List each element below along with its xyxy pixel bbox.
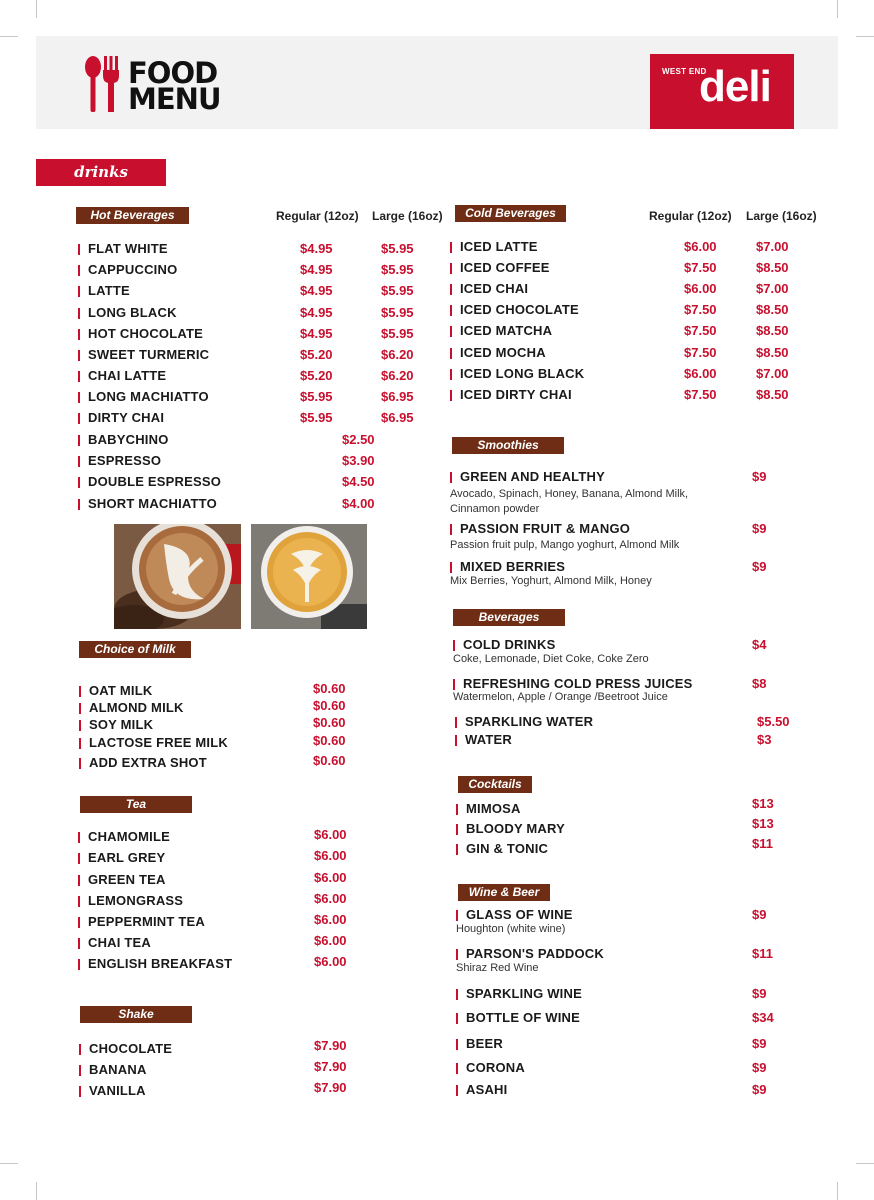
item-price: $9	[752, 1082, 767, 1097]
item-marker	[450, 326, 452, 337]
item-marker	[79, 758, 81, 769]
item-name: ICED DIRTY CHAI	[460, 387, 572, 402]
item-price: $5.50	[757, 714, 790, 729]
item-price: $7.50	[684, 260, 717, 275]
crop-mark	[36, 0, 37, 18]
item-marker	[456, 1039, 458, 1050]
item-marker	[450, 390, 452, 401]
item-marker	[78, 875, 80, 886]
item-price: $4	[752, 637, 767, 652]
item-price: $6.00	[314, 954, 347, 969]
item-name: EARL GREY	[88, 850, 166, 865]
item-price: $7.50	[684, 323, 717, 338]
item-marker	[78, 286, 80, 297]
logo-line-food: FOOD	[128, 56, 218, 90]
item-price: $6.00	[314, 891, 347, 906]
item-marker	[79, 686, 81, 697]
item-price: $4.95	[300, 262, 333, 277]
item-marker	[450, 305, 452, 316]
item-name: ADD EXTRA SHOT	[89, 755, 207, 770]
item-marker	[79, 720, 81, 731]
item-marker	[456, 949, 458, 960]
item-marker	[456, 824, 458, 835]
crop-mark	[856, 1163, 874, 1164]
item-price: $4.50	[342, 474, 375, 489]
item-price: $4.95	[300, 283, 333, 298]
brand-small-text: WEST END	[662, 67, 707, 76]
item-price: $6.00	[314, 912, 347, 927]
item-name: GREEN AND HEALTHY	[460, 469, 605, 484]
cocktails-label: Cocktails	[458, 776, 532, 793]
item-name: DIRTY CHAI	[88, 410, 165, 425]
crop-mark	[856, 36, 874, 37]
item-price: $3	[757, 732, 772, 747]
item-marker	[78, 477, 80, 488]
item-marker	[456, 1085, 458, 1096]
item-marker	[456, 989, 458, 1000]
item-name: REFRESHING COLD PRESS JUICES	[463, 676, 693, 691]
item-description: Shiraz Red Wine	[456, 962, 539, 974]
item-name: ICED LATTE	[460, 239, 538, 254]
item-name: CHAI TEA	[88, 935, 151, 950]
item-name: BLOODY MARY	[466, 821, 565, 836]
item-price: $7.00	[756, 281, 789, 296]
item-name: FLAT WHITE	[88, 241, 168, 256]
item-marker	[78, 244, 80, 255]
item-name: GIN & TONIC	[466, 841, 549, 856]
item-price: $4.95	[300, 241, 333, 256]
item-marker	[79, 1065, 81, 1076]
item-price: $6.00	[314, 848, 347, 863]
item-price: $5.95	[381, 305, 414, 320]
item-description: Avocado, Spinach, Honey, Banana, Almond Milk,	[450, 488, 689, 500]
item-marker	[78, 917, 80, 928]
hot-col-large: Large (16oz)	[372, 209, 443, 223]
item-marker	[450, 242, 452, 253]
item-price: $6.00	[684, 366, 717, 381]
item-marker	[456, 1063, 458, 1074]
item-price: $6.00	[684, 239, 717, 254]
item-name: LONG MACHIATTO	[88, 389, 209, 404]
crop-mark	[0, 36, 18, 37]
item-marker	[78, 371, 80, 382]
item-name: HOT CHOCOLATE	[88, 326, 204, 341]
wine-beer-label: Wine & Beer	[458, 884, 550, 901]
item-marker	[79, 703, 81, 714]
item-name: SWEET TURMERIC	[88, 347, 210, 362]
item-marker	[78, 329, 80, 340]
item-marker	[78, 265, 80, 276]
item-marker	[455, 717, 457, 728]
item-price: $5.95	[381, 262, 414, 277]
item-price: $5.95	[381, 283, 414, 298]
item-price: $9	[752, 1036, 767, 1051]
item-price: $9	[752, 469, 767, 484]
item-name: ICED CHAI	[460, 281, 529, 296]
crop-mark	[837, 1182, 838, 1200]
item-name: GLASS OF WINE	[466, 907, 573, 922]
item-price: $6.95	[381, 389, 414, 404]
item-price: $34	[752, 1010, 774, 1025]
item-marker	[78, 413, 80, 424]
item-price: $8	[752, 676, 767, 691]
crop-mark	[0, 1163, 18, 1164]
west-end-deli-logo	[650, 54, 794, 129]
item-price: $7.90	[314, 1080, 347, 1095]
item-name: MIXED BERRIES	[460, 559, 566, 574]
item-name: WATER	[465, 732, 512, 747]
tea-label: Tea	[80, 796, 192, 813]
item-name: ICED CHOCOLATE	[460, 302, 579, 317]
item-price: $0.60	[313, 753, 346, 768]
item-marker	[78, 308, 80, 319]
item-marker	[450, 348, 452, 359]
hot-col-regular: Regular (12oz)	[276, 209, 359, 223]
item-price: $7.00	[756, 239, 789, 254]
food-menu-logo	[128, 56, 221, 116]
item-name: PARSON'S PADDOCK	[466, 946, 604, 961]
item-marker	[450, 524, 452, 535]
item-marker	[456, 1013, 458, 1024]
item-marker	[78, 456, 80, 467]
item-marker	[450, 369, 452, 380]
item-price: $7.50	[684, 345, 717, 360]
item-marker	[78, 499, 80, 510]
item-name: CHAI LATTE	[88, 368, 167, 383]
item-marker	[450, 263, 452, 274]
item-price: $5.95	[381, 241, 414, 256]
item-name: LEMONGRASS	[88, 893, 184, 908]
spoon-fork-icon	[84, 56, 122, 112]
item-price: $8.50	[756, 260, 789, 275]
item-name: ENGLISH BREAKFAST	[88, 956, 233, 971]
item-price: $9	[752, 559, 767, 574]
item-name: ESPRESSO	[88, 453, 162, 468]
item-description: Houghton (white wine)	[456, 923, 566, 935]
item-price: $7.00	[756, 366, 789, 381]
item-price: $11	[752, 946, 773, 961]
item-marker	[79, 1086, 81, 1097]
item-price: $13	[752, 796, 774, 811]
item-name: GREEN TEA	[88, 872, 166, 887]
item-marker	[78, 435, 80, 446]
item-marker	[456, 910, 458, 921]
item-marker	[78, 832, 80, 843]
item-price: $9	[752, 521, 767, 536]
choice-of-milk-label: Choice of Milk	[79, 641, 191, 658]
item-price: $0.60	[313, 733, 346, 748]
item-price: $7.50	[684, 302, 717, 317]
shake-label: Shake	[80, 1006, 192, 1023]
item-name: ASAHI	[466, 1082, 508, 1097]
latte-art-photo-swan	[114, 524, 241, 629]
item-name: ICED LONG BLACK	[460, 366, 585, 381]
item-price: $7.90	[314, 1038, 347, 1053]
item-name: OAT MILK	[89, 683, 153, 698]
item-name: BANANA	[89, 1062, 147, 1077]
item-price: $8.50	[756, 345, 789, 360]
item-name: SPARKLING WINE	[466, 986, 582, 1001]
item-marker	[456, 844, 458, 855]
item-price: $5.95	[381, 326, 414, 341]
item-price: $9	[752, 986, 767, 1001]
item-name: ICED MATCHA	[460, 323, 553, 338]
item-name: ALMOND MILK	[89, 700, 184, 715]
item-price: $5.20	[300, 368, 333, 383]
item-marker	[78, 350, 80, 361]
item-name: COLD DRINKS	[463, 637, 556, 652]
item-name: DOUBLE ESPRESSO	[88, 474, 222, 489]
item-price: $5.95	[300, 410, 333, 425]
item-price: $8.50	[756, 323, 789, 338]
item-name: LATTE	[88, 283, 130, 298]
item-name: CAPPUCCINO	[88, 262, 178, 277]
beverages-label: Beverages	[453, 609, 565, 626]
item-price: $4.95	[300, 305, 333, 320]
item-price: $0.60	[313, 715, 346, 730]
item-description: Coke, Lemonade, Diet Coke, Coke Zero	[453, 653, 649, 665]
item-name: CORONA	[466, 1060, 525, 1075]
item-name: LONG BLACK	[88, 305, 177, 320]
item-price: $8.50	[756, 302, 789, 317]
cold-col-regular: Regular (12oz)	[649, 209, 732, 223]
item-price: $6.20	[381, 347, 414, 362]
crop-mark	[837, 0, 838, 18]
crop-mark	[36, 1182, 37, 1200]
item-marker	[450, 472, 452, 483]
item-price: $4.00	[342, 496, 375, 511]
item-price: $6.95	[381, 410, 414, 425]
item-name: BEER	[466, 1036, 503, 1051]
item-marker	[79, 738, 81, 749]
cold-beverages-label: Cold Beverages	[455, 205, 566, 222]
item-price: $6.00	[684, 281, 717, 296]
item-price: $13	[752, 816, 774, 831]
item-price: $9	[752, 1060, 767, 1075]
item-marker	[79, 1044, 81, 1055]
item-price: $8.50	[756, 387, 789, 402]
cold-col-large: Large (16oz)	[746, 209, 817, 223]
item-name: ICED MOCHA	[460, 345, 546, 360]
item-price: $7.90	[314, 1059, 347, 1074]
item-name: PASSION FRUIT & MANGO	[460, 521, 631, 536]
brand-big-text: deli	[699, 62, 771, 111]
item-price: $5.95	[300, 389, 333, 404]
item-name: BOTTLE OF WINE	[466, 1010, 581, 1025]
drinks-banner: drinks	[36, 159, 166, 186]
hot-beverages-label: Hot Beverages	[76, 207, 189, 224]
item-name: SPARKLING WATER	[465, 714, 594, 729]
latte-art-photo-tulip	[251, 524, 367, 629]
item-marker	[78, 392, 80, 403]
item-price: $6.00	[314, 933, 347, 948]
item-price: $11	[752, 836, 773, 851]
item-name: CHOCOLATE	[89, 1041, 173, 1056]
item-marker	[453, 679, 455, 690]
item-price: $3.90	[342, 453, 375, 468]
item-description: Mix Berries, Yoghurt, Almond Milk, Honey	[450, 575, 652, 587]
item-name: SOY MILK	[89, 717, 154, 732]
smoothies-label: Smoothies	[452, 437, 564, 454]
item-name: PEPPERMINT TEA	[88, 914, 205, 929]
item-price: $6.00	[314, 827, 347, 842]
item-marker	[455, 735, 457, 746]
item-description: Passion fruit pulp, Mango yoghurt, Almond Milk	[450, 539, 680, 551]
item-price: $4.95	[300, 326, 333, 341]
item-description: Cinnamon powder	[450, 503, 540, 515]
item-name: VANILLA	[89, 1083, 146, 1098]
item-marker	[78, 938, 80, 949]
logo-line-menu: MENU	[128, 82, 221, 116]
item-price: $7.50	[684, 387, 717, 402]
item-name: BABYCHINO	[88, 432, 169, 447]
item-name: LACTOSE FREE MILK	[89, 735, 228, 750]
item-price: $0.60	[313, 698, 346, 713]
item-price: $6.00	[314, 870, 347, 885]
menu-header	[36, 36, 838, 129]
item-name: MIMOSA	[466, 801, 521, 816]
item-price: $6.20	[381, 368, 414, 383]
item-name: CHAMOMILE	[88, 829, 170, 844]
item-marker	[78, 896, 80, 907]
item-price: $9	[752, 907, 767, 922]
item-price: $0.60	[313, 681, 346, 696]
item-marker	[456, 804, 458, 815]
item-name: SHORT MACHIATTO	[88, 496, 217, 511]
item-marker	[450, 562, 452, 573]
item-marker	[78, 959, 80, 970]
item-price: $2.50	[342, 432, 375, 447]
item-name: ICED COFFEE	[460, 260, 550, 275]
item-description: Watermelon, Apple / Orange /Beetroot Juice	[453, 691, 668, 703]
item-marker	[78, 853, 80, 864]
item-marker	[453, 640, 455, 651]
item-marker	[450, 284, 452, 295]
item-price: $5.20	[300, 347, 333, 362]
